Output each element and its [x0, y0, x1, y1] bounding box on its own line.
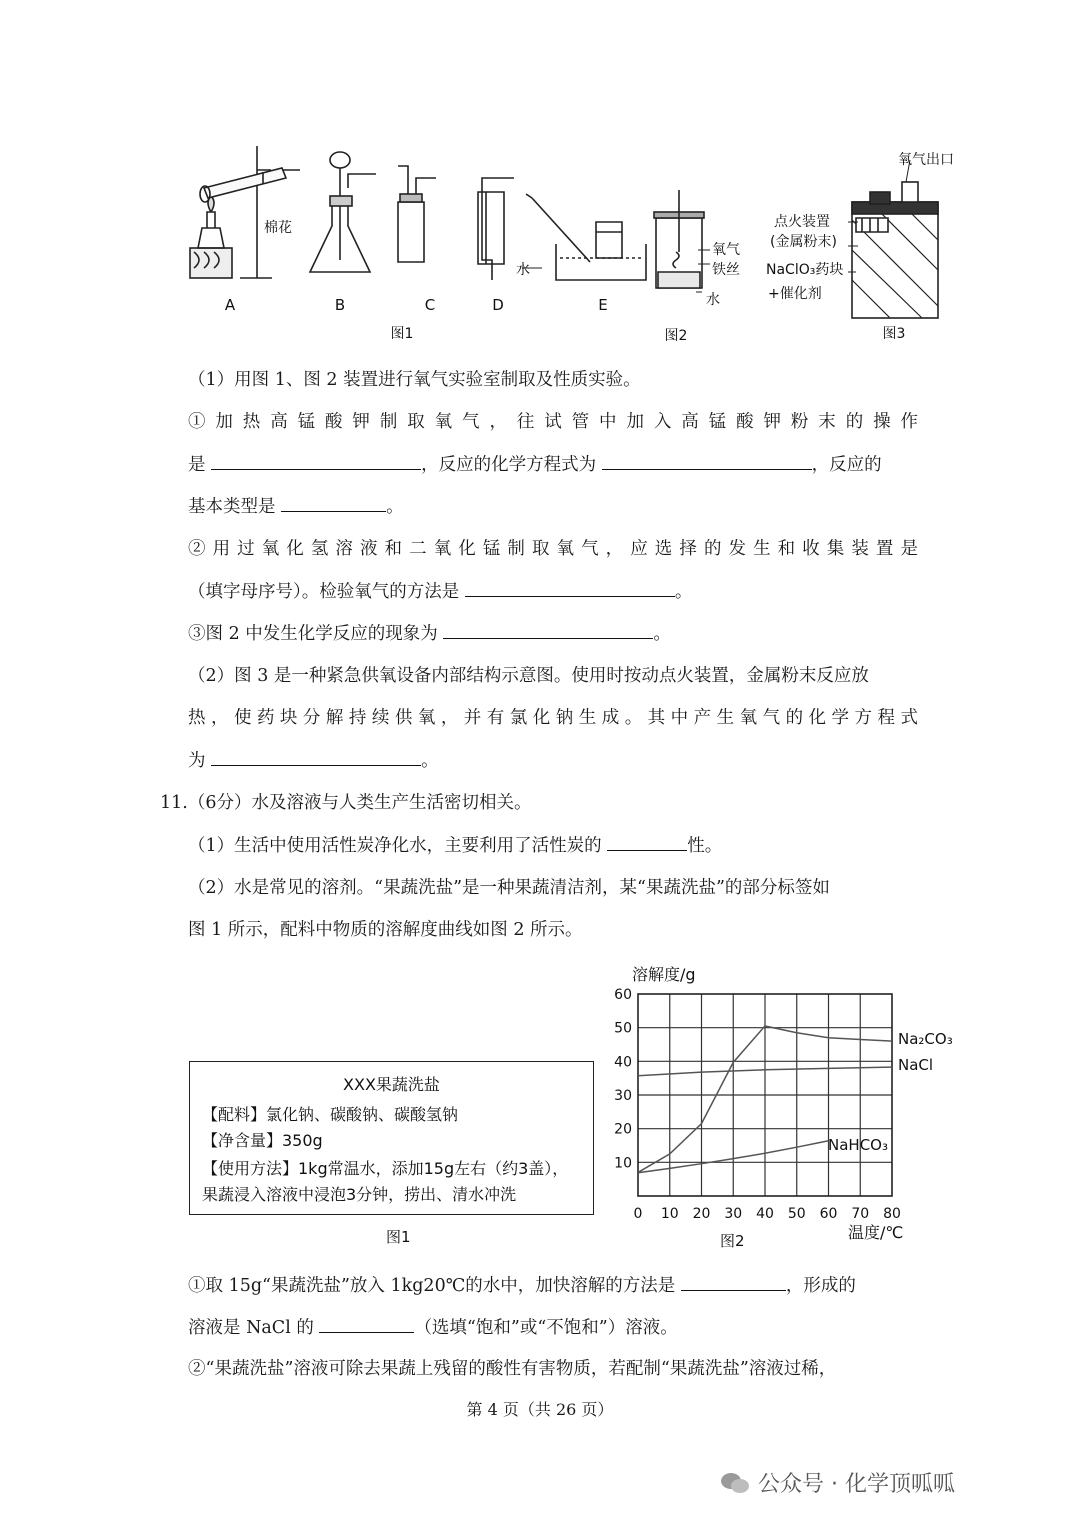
apparatus-a-letter: A	[224, 296, 236, 314]
apparatus-a-base	[190, 248, 232, 278]
q11-i-line2	[188, 1314, 918, 1341]
product-label-usage2: 果蔬浸入溶液中浸泡3分钟，捞出、清水冲洗	[202, 1185, 517, 1204]
product-label-usage1: 【使用方法】1kg常温水，添加15g左右（约3盖），	[202, 1159, 569, 1178]
q10-part1-ii-line1: ②用过氧化氢溶液和二氧化锰制取氧气，应选择的发生和收集装置是	[188, 539, 918, 559]
apparatus-c-letter: C	[424, 296, 436, 314]
naclo3-label: NaClO₃药块	[766, 262, 844, 278]
q10-text: 为	[188, 751, 206, 771]
q11-text: 溶液是 NaCl 的	[188, 1318, 314, 1338]
oxygen-outlet-label: 氧气出口	[898, 152, 954, 168]
y-tick-label: 50	[614, 1020, 632, 1037]
y-tick-label: 20	[614, 1121, 632, 1138]
x-tick-label: 20	[692, 1206, 711, 1222]
q10-text: 基本类型是	[188, 497, 276, 517]
q11-part1	[188, 832, 918, 859]
figure1-caption: 图1	[390, 326, 414, 342]
watermark	[720, 1467, 955, 1498]
q10-text: （填字母序号）。检验氧气的方法是	[188, 582, 460, 602]
y-axis-label: 溶解度/g	[632, 965, 696, 984]
x-tick-label: 60	[819, 1206, 838, 1222]
q10-text: ，反应的化学方程式为	[421, 455, 597, 475]
label-caption: 图1	[386, 1228, 411, 1246]
q11-text: （1）生活中使用活性炭净化水，主要利用了活性炭的	[188, 836, 602, 856]
q10-text: 是	[188, 455, 206, 475]
q10-text: 。	[653, 624, 671, 644]
cotton-label: 棉花	[264, 220, 292, 236]
q11-text: ，形成的	[785, 1276, 856, 1296]
answer-blank[interactable]	[465, 578, 675, 597]
y-tick-label: 40	[614, 1054, 632, 1071]
metal-powder-label: (金属粉末)	[770, 234, 837, 250]
x-tick-label: 40	[756, 1206, 774, 1222]
x-tick-label: 10	[660, 1206, 679, 1222]
page-footer: 第 4 页（共 26 页）	[466, 1400, 614, 1419]
answer-blank[interactable]	[443, 620, 653, 639]
answer-blank[interactable]	[602, 451, 812, 470]
q10-part2-line2: 热，使药块分解持续供氧，并有氯化钠生成。其中产生氧气的化学方程式	[188, 708, 918, 728]
product-label-title: XXX果蔬洗盐	[343, 1075, 440, 1094]
y-tick-label: 30	[614, 1088, 632, 1104]
q10-part1-i-line1: ①加热高锰酸钾制取氧气，往试管中加入高锰酸钾粉末的操作	[188, 412, 918, 432]
figure2-caption: 图2	[664, 328, 688, 344]
q11-text: 性。	[687, 836, 723, 856]
x-tick-label: 30	[724, 1206, 743, 1222]
series-label-3: NaHCO₃	[828, 1136, 888, 1154]
answer-blank[interactable]	[211, 451, 421, 470]
q10-part1-i-line2	[188, 451, 918, 478]
answer-blank[interactable]	[211, 747, 421, 766]
answer-blank[interactable]	[681, 1272, 786, 1291]
q10-text: 。	[674, 582, 693, 602]
solubility-chart	[600, 960, 980, 1250]
product-label-ingredients: 【配料】氯化钠、碳酸钠、碳酸氢钠	[202, 1105, 459, 1124]
figure3-caption: 图3	[882, 326, 906, 342]
x-tick-label: 80	[883, 1206, 901, 1222]
product-label-box	[189, 1061, 594, 1215]
answer-blank[interactable]	[319, 1314, 414, 1333]
q10-text: 。	[421, 751, 439, 771]
q11-ii-line1: ②“果蔬洗盐”溶液可除去果蔬上残留的酸性有害物质，若配制“果蔬洗盐”溶液过稀，	[188, 1359, 837, 1379]
y-tick-label: 10	[614, 1155, 632, 1172]
q11-part2-line1: （2）水是常见的溶剂。“果蔬洗盐”是一种果蔬清洁剂，某“果蔬洗盐”的部分标签如	[188, 878, 830, 898]
q11-text: ①取 15g“果蔬洗盐”放入 1kg20℃的水中，加快溶解的方法是	[188, 1276, 676, 1296]
q10-part2-line3	[188, 747, 918, 774]
series-label-1: Na₂CO₃	[898, 1030, 953, 1048]
water-label-fig2: 水	[706, 292, 720, 308]
x-tick-label: 0	[633, 1206, 643, 1222]
q10-part1-iii	[188, 620, 918, 647]
q10-text: ，反应的	[811, 455, 882, 475]
apparatus-d-letter: D	[492, 296, 504, 314]
answer-blank[interactable]	[281, 493, 386, 512]
q11-part2-line2: 图 1 所示，配料中物质的溶解度曲线如图 2 所示。	[188, 920, 583, 940]
x-tick-label: 50	[787, 1206, 806, 1222]
oxygen-label: 氧气	[712, 242, 740, 258]
q11-title: 11.（6分）水及溶液与人类生产生活密切相关。	[160, 793, 532, 813]
q10-text: ③图 2 中发生化学反应的现象为	[188, 624, 438, 644]
q10-part1-i-line3	[188, 493, 918, 520]
q10-text: 。	[386, 497, 404, 517]
series-label-2: NaCl	[898, 1056, 934, 1074]
x-tick-label: 70	[851, 1206, 870, 1222]
apparatus-figures	[180, 140, 980, 350]
q11-i-line1	[188, 1272, 918, 1299]
q11-text: （选填“饱和”或“不饱和”）溶液。	[414, 1318, 678, 1338]
q10-part1-ii-line2	[188, 578, 918, 605]
apparatus-e-letter: E	[598, 296, 608, 314]
iron-wire-label: 铁丝	[712, 262, 740, 278]
q10-part2-line1: （2）图 3 是一种紧急供氧设备内部结构示意图。使用时按动点火装置，金属粉末反应放	[188, 666, 869, 686]
product-label-net: 【净含量】350g	[202, 1131, 323, 1150]
q10-part1-title: （1）用图 1、图 2 装置进行氧气实验室制取及性质实验。	[188, 370, 641, 390]
watermark-text: 公众号 · 化学顶呱呱	[758, 1472, 955, 1497]
apparatus-b-letter: B	[334, 296, 346, 314]
catalyst-label: +催化剂	[768, 286, 822, 302]
igniter-label: 点火装置	[774, 214, 830, 230]
chart-caption: 图2	[720, 1232, 745, 1250]
answer-blank[interactable]	[607, 832, 687, 851]
x-axis-label: 温度/℃	[848, 1223, 904, 1242]
wechat-icon	[720, 1471, 750, 1495]
water-label-e: 水	[516, 262, 530, 278]
y-tick-label: 60	[614, 987, 632, 1003]
